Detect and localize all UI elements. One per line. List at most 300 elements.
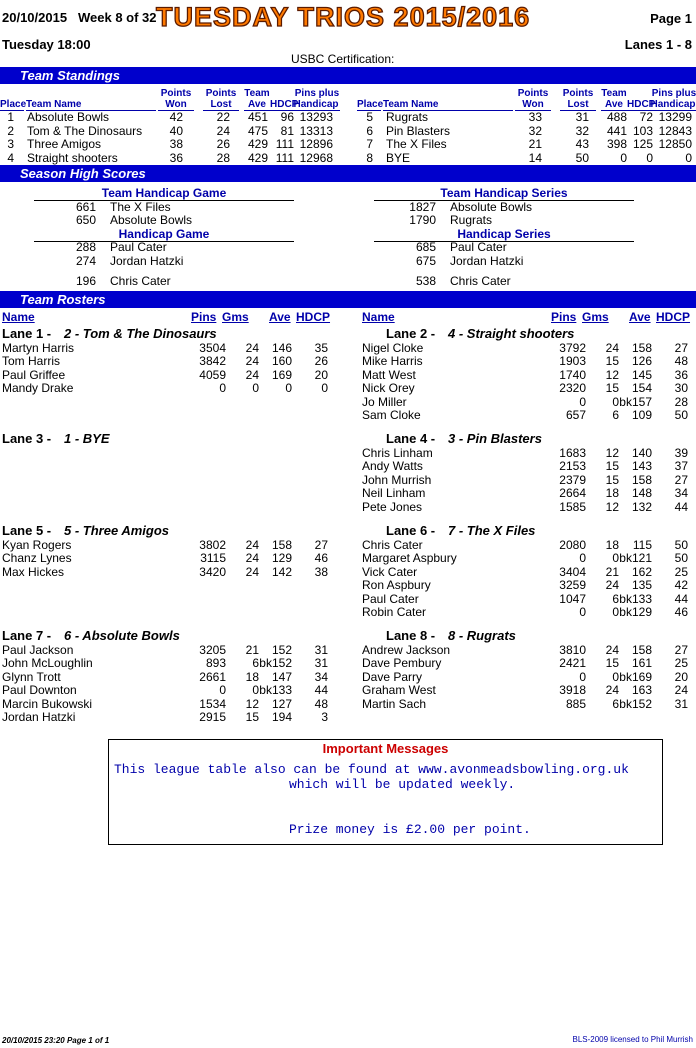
player-pins: 3404 xyxy=(559,564,586,579)
player-average: 152 xyxy=(271,643,292,657)
player-hdcp: 34 xyxy=(314,669,328,684)
roster-row xyxy=(360,578,696,591)
pins-plus-hdcp: 12968 xyxy=(299,150,333,165)
lane-label: Lane 4 - xyxy=(386,431,436,446)
player-average: 126 xyxy=(631,354,652,369)
roster-row xyxy=(0,354,336,367)
roster-row xyxy=(0,710,336,723)
player-name: Nick Orey xyxy=(362,381,415,396)
player-name: Vick Cater xyxy=(362,564,418,579)
player-average: bk133 xyxy=(259,683,292,698)
player-games: 24 xyxy=(605,643,619,657)
roster-row xyxy=(360,551,696,564)
player-pins: 1683 xyxy=(559,446,586,460)
col-team-name: Team Name xyxy=(383,99,513,111)
roster-row xyxy=(0,368,336,381)
player-pins: 1047 xyxy=(559,591,586,606)
hdcp: 125 xyxy=(632,137,653,151)
team-ave: 451 xyxy=(247,110,268,124)
col-hdcp: HDCP xyxy=(656,310,691,324)
player-name: Chris Linham xyxy=(362,446,433,460)
roster-row xyxy=(0,381,336,394)
col-team-ave: Team xyxy=(244,88,270,99)
points-won: 32 xyxy=(528,123,542,138)
col-gms: Gms xyxy=(222,310,249,324)
player-hdcp: 37 xyxy=(674,459,688,474)
high-score-name: Jordan Hatzki xyxy=(110,254,184,268)
lane-label: Lane 8 - xyxy=(386,628,436,643)
player-games: 12 xyxy=(605,367,619,382)
place: 5 xyxy=(366,110,373,124)
high-score-value: 1827 xyxy=(409,200,436,214)
player-pins: 0 xyxy=(219,683,226,698)
high-score-value: 650 xyxy=(75,213,96,227)
report-title: TUESDAY TRIOS 2015/2016 xyxy=(156,2,531,32)
player-games: 24 xyxy=(605,683,619,698)
points-lost: 43 xyxy=(575,137,589,151)
player-average: 146 xyxy=(271,341,292,355)
high-score-value: 1790 xyxy=(409,213,436,227)
section-team-rosters xyxy=(0,291,696,308)
roster-row xyxy=(0,697,336,710)
player-games: 6 xyxy=(612,591,619,606)
player-name: Chris Cater xyxy=(362,538,423,552)
col-pins-plus-2: Handicap xyxy=(293,99,339,110)
player-pins: 2153 xyxy=(559,459,586,474)
hdcp: 0 xyxy=(646,150,653,165)
player-pins: 2320 xyxy=(559,381,586,396)
player-games: 18 xyxy=(605,538,619,552)
high-score-name: Chris Cater xyxy=(110,274,171,288)
player-games: 24 xyxy=(605,578,619,593)
player-hdcp: 20 xyxy=(674,669,688,684)
col-points-won-2: Won xyxy=(158,99,194,111)
player-name: Andy Watts xyxy=(362,459,423,474)
col-pins-plus-2: Handicap xyxy=(650,99,696,110)
player-pins: 0 xyxy=(579,394,586,409)
player-name: Graham West xyxy=(362,683,436,698)
player-games: 18 xyxy=(245,669,259,684)
message-line-3: Prize money is £2.00 per point. xyxy=(289,822,531,837)
player-name: Mike Harris xyxy=(362,354,423,369)
roster-row xyxy=(360,341,696,354)
player-name: John Murrish xyxy=(362,472,432,487)
col-points-lost: Points xyxy=(562,88,594,99)
player-name: Nigel Cloke xyxy=(362,341,424,355)
player-pins: 3792 xyxy=(559,341,586,355)
place: 7 xyxy=(366,137,373,151)
player-games: 0 xyxy=(252,683,259,698)
high-score-value: 196 xyxy=(75,274,96,288)
col-points-won: Points xyxy=(160,88,192,99)
hdcp: 72 xyxy=(639,110,653,124)
roster-row xyxy=(360,459,696,472)
col-team-name: Team Name xyxy=(26,99,156,111)
standings-row xyxy=(0,151,696,164)
player-hdcp: 26 xyxy=(314,354,328,369)
player-average: 163 xyxy=(631,683,652,698)
player-games: 0 xyxy=(612,669,619,684)
player-pins: 3810 xyxy=(559,643,586,657)
team-ave: 398 xyxy=(606,137,627,151)
pins-plus-hdcp: 12850 xyxy=(658,137,692,151)
player-average: 0 xyxy=(285,381,292,396)
player-games: 21 xyxy=(245,643,259,657)
player-average: 127 xyxy=(271,696,292,711)
player-average: 158 xyxy=(631,341,652,355)
roster-row xyxy=(360,500,696,513)
player-name: Paul Jackson xyxy=(2,643,74,657)
col-team-ave: Team xyxy=(601,88,627,99)
col-points-lost: Points xyxy=(205,88,237,99)
pins-plus-hdcp: 12843 xyxy=(658,123,692,138)
player-average: bk152 xyxy=(619,696,652,711)
lane-team-name: 8 - Rugrats xyxy=(448,628,516,643)
team-ave: 475 xyxy=(247,123,268,138)
high-score-value: 538 xyxy=(415,274,436,288)
roster-row xyxy=(360,538,696,551)
pins-plus-hdcp: 13299 xyxy=(658,110,692,124)
team-name: BYE xyxy=(386,150,411,165)
player-average: 129 xyxy=(271,551,292,566)
high-score-name: Paul Cater xyxy=(450,240,507,254)
player-name: Jo Miller xyxy=(362,394,407,409)
player-hdcp: 46 xyxy=(314,551,328,566)
player-games: 6 xyxy=(612,408,619,422)
player-pins: 1740 xyxy=(559,367,586,382)
player-average: 158 xyxy=(631,643,652,657)
roster-row xyxy=(360,656,696,669)
footer-license: BLS-2009 licensed to Phil Murrish xyxy=(572,1035,693,1044)
player-hdcp: 3 xyxy=(321,710,328,724)
player-average: 143 xyxy=(631,459,652,474)
high-score-value: 288 xyxy=(75,240,96,254)
place: 1 xyxy=(7,110,14,124)
player-games: 24 xyxy=(245,367,259,382)
standings-row xyxy=(0,124,696,137)
player-pins: 3259 xyxy=(559,578,586,593)
roster-row xyxy=(360,697,696,710)
player-games: 24 xyxy=(245,538,259,552)
section-team-standings xyxy=(0,67,696,84)
high-score-name: Rugrats xyxy=(450,213,493,227)
lane-team-name: 1 - BYE xyxy=(64,431,110,446)
player-average: 135 xyxy=(631,578,652,593)
place: 4 xyxy=(7,150,14,165)
player-pins: 2421 xyxy=(559,656,586,671)
col-hdcp: HDCP xyxy=(296,310,331,324)
lane-label: Lane 1 - xyxy=(2,326,52,341)
team-hdcp-game-title: Team Handicap Game xyxy=(101,186,227,200)
player-average: bk133 xyxy=(619,591,652,606)
hdcp-series-title: Handicap Series xyxy=(457,227,551,241)
player-games: 0 xyxy=(612,394,619,409)
roster-row xyxy=(360,446,696,459)
player-name: Mandy Drake xyxy=(2,381,74,396)
player-pins: 1903 xyxy=(559,354,586,369)
col-points-lost-2: Lost xyxy=(560,99,596,111)
player-average: bk121 xyxy=(619,551,652,566)
player-hdcp: 27 xyxy=(674,472,688,487)
roster-row xyxy=(360,643,696,656)
player-pins: 3420 xyxy=(199,564,226,579)
pins-plus-hdcp: 13313 xyxy=(299,123,333,138)
points-won: 33 xyxy=(528,110,542,124)
pins-plus-hdcp: 12896 xyxy=(299,137,333,151)
player-name: Ron Aspbury xyxy=(362,578,431,593)
player-average: 140 xyxy=(631,446,652,460)
team-ave: 429 xyxy=(247,150,268,165)
player-hdcp: 31 xyxy=(674,696,688,711)
roster-row xyxy=(360,381,696,394)
footer-printed: 20/10/2015 23:20 Page 1 of 1 xyxy=(2,1036,110,1045)
player-name: Paul Cater xyxy=(362,591,419,606)
player-hdcp: 35 xyxy=(314,341,328,355)
team-name: Tom & The Dinosaurs xyxy=(27,123,143,138)
place: 2 xyxy=(7,123,14,138)
points-won: 14 xyxy=(528,150,542,165)
player-pins: 3842 xyxy=(199,354,226,369)
high-score-value: 661 xyxy=(75,200,96,214)
player-hdcp: 42 xyxy=(674,578,688,593)
player-average: 169 xyxy=(271,367,292,382)
player-average: 194 xyxy=(271,710,292,724)
place: 8 xyxy=(366,150,373,165)
player-name: Chanz Lynes xyxy=(2,551,72,566)
lane-label: Lane 5 - xyxy=(2,523,52,538)
high-score-name: Paul Cater xyxy=(110,240,167,254)
player-name: Dave Parry xyxy=(362,669,423,684)
player-pins: 885 xyxy=(565,696,586,711)
player-hdcp: 27 xyxy=(674,643,688,657)
player-name: Pete Jones xyxy=(362,499,423,514)
hdcp: 111 xyxy=(275,137,294,151)
player-hdcp: 36 xyxy=(674,367,688,382)
player-hdcp: 31 xyxy=(314,656,328,671)
player-average: bk169 xyxy=(619,669,652,684)
message-line-2: which will be updated weekly. xyxy=(289,777,516,792)
player-hdcp: 44 xyxy=(674,499,688,514)
player-hdcp: 38 xyxy=(314,564,328,579)
points-lost: 31 xyxy=(575,110,589,124)
player-pins: 3115 xyxy=(200,551,226,566)
points-lost: 50 xyxy=(575,150,589,165)
player-games: 15 xyxy=(245,710,259,724)
col-pins-plus: Pins plus xyxy=(294,88,340,99)
roster-row xyxy=(360,395,696,408)
lane-label: Lane 7 - xyxy=(2,628,52,643)
team-ave: 488 xyxy=(606,110,627,124)
points-won: 38 xyxy=(169,137,183,151)
hdcp-game-title: Handicap Game xyxy=(118,227,210,241)
player-average: bk129 xyxy=(619,605,652,619)
team-hdcp-series-title: Team Handicap Series xyxy=(440,186,568,200)
player-hdcp: 31 xyxy=(314,643,328,657)
roster-row xyxy=(360,354,696,367)
player-average: 154 xyxy=(631,381,652,396)
player-games: 6 xyxy=(612,696,619,711)
player-hdcp: 25 xyxy=(674,564,688,579)
player-pins: 3205 xyxy=(199,643,226,657)
col-gms: Gms xyxy=(582,310,609,324)
team-name: Three Amigos xyxy=(27,137,102,151)
player-name: Kyan Rogers xyxy=(2,538,72,552)
points-won: 21 xyxy=(528,137,542,151)
col-team-ave-2: Ave xyxy=(601,99,627,111)
roster-row xyxy=(360,683,696,696)
roster-row xyxy=(0,551,336,564)
player-games: 18 xyxy=(605,486,619,501)
player-name: Jordan Hatzki xyxy=(2,710,76,724)
player-average: 162 xyxy=(631,564,652,579)
player-name: Neil Linham xyxy=(362,486,426,501)
player-name: Marcin Bukowski xyxy=(2,696,93,711)
lane-team-name: 5 - Three Amigos xyxy=(64,523,169,538)
col-place: Place xyxy=(0,99,27,110)
player-hdcp: 50 xyxy=(674,538,688,552)
lane-label: Lane 2 - xyxy=(386,326,436,341)
player-games: 0 xyxy=(612,605,619,619)
player-name: Martyn Harris xyxy=(2,341,75,355)
roster-row xyxy=(360,670,696,683)
team-name: Rugrats xyxy=(386,110,429,124)
page-number: Page 1 xyxy=(650,11,692,26)
player-pins: 1585 xyxy=(559,499,586,514)
col-hdcp: HDCP xyxy=(270,99,299,110)
player-games: 24 xyxy=(245,564,259,579)
player-name: Sam Cloke xyxy=(362,408,421,422)
player-games: 12 xyxy=(605,446,619,460)
hdcp: 103 xyxy=(632,123,653,138)
team-name: Straight shooters xyxy=(27,150,118,165)
player-name: Andrew Jackson xyxy=(362,643,451,657)
points-lost: 24 xyxy=(216,123,230,138)
player-hdcp: 48 xyxy=(674,354,688,369)
player-games: 6 xyxy=(252,656,259,671)
player-pins: 2379 xyxy=(559,472,586,487)
points-lost: 26 xyxy=(216,137,230,151)
col-hdcp: HDCP xyxy=(627,99,656,110)
section-high-scores xyxy=(0,165,696,182)
player-games: 12 xyxy=(605,499,619,514)
player-hdcp: 50 xyxy=(674,408,688,422)
player-name: John McLoughlin xyxy=(2,656,93,671)
lane-label: Lane 3 - xyxy=(2,431,52,446)
team-ave: 429 xyxy=(247,137,268,151)
col-place: Place xyxy=(357,99,384,110)
player-average: bk157 xyxy=(619,394,652,409)
col-pins: Pins xyxy=(551,310,577,324)
player-hdcp: 0 xyxy=(321,381,328,396)
player-name: Max Hickes xyxy=(2,564,65,579)
col-points-lost-2: Lost xyxy=(203,99,239,111)
player-pins: 893 xyxy=(205,656,226,671)
high-score-name: Chris Cater xyxy=(450,274,511,288)
col-ave: Ave xyxy=(269,310,291,324)
roster-row xyxy=(360,605,696,618)
player-average: 109 xyxy=(631,408,652,422)
hdcp: 111 xyxy=(275,150,294,165)
team-name: The X Files xyxy=(386,137,447,151)
player-pins: 2080 xyxy=(559,538,586,552)
team-name: Absolute Bowls xyxy=(27,110,110,124)
player-average: 132 xyxy=(631,499,652,514)
player-average: bk152 xyxy=(259,656,292,671)
col-pins-plus: Pins plus xyxy=(651,88,696,99)
player-hdcp: 44 xyxy=(314,683,328,698)
standings-row xyxy=(0,137,696,150)
lanes-range: Lanes 1 - 8 xyxy=(624,37,692,52)
points-won: 42 xyxy=(169,110,183,124)
high-score-name: Absolute Bowls xyxy=(450,200,533,214)
high-score-name: The X Files xyxy=(110,200,171,214)
high-score-name: Absolute Bowls xyxy=(110,213,193,227)
lane-team-name: 7 - The X Files xyxy=(448,523,536,538)
player-average: 145 xyxy=(631,367,652,382)
messages-title: Important Messages xyxy=(322,741,449,756)
player-games: 15 xyxy=(605,472,619,487)
col-name: Name xyxy=(2,310,35,324)
player-hdcp: 44 xyxy=(674,591,688,606)
roster-row xyxy=(360,565,696,578)
player-average: 142 xyxy=(271,564,292,579)
roster-row xyxy=(360,368,696,381)
player-average: 147 xyxy=(271,669,292,684)
player-pins: 2664 xyxy=(559,486,586,501)
player-games: 15 xyxy=(605,354,619,369)
player-hdcp: 27 xyxy=(674,341,688,355)
player-average: 158 xyxy=(271,538,292,552)
week-label: Week 8 of 32 xyxy=(78,10,157,25)
player-games: 24 xyxy=(245,341,259,355)
player-pins: 2661 xyxy=(199,669,226,684)
player-games: 15 xyxy=(605,656,619,671)
team-ave: 441 xyxy=(606,123,627,138)
player-games: 24 xyxy=(245,354,259,369)
player-name: Robin Cater xyxy=(362,605,427,619)
player-hdcp: 48 xyxy=(314,696,328,711)
player-hdcp: 34 xyxy=(674,486,688,501)
player-pins: 0 xyxy=(219,381,226,396)
player-hdcp: 25 xyxy=(674,656,688,671)
player-average: 158 xyxy=(631,472,652,487)
lane-team-name: 4 - Straight shooters xyxy=(448,326,575,341)
roster-row xyxy=(0,683,336,696)
lane-team-name: 3 - Pin Blasters xyxy=(448,431,542,446)
player-name: Matt West xyxy=(362,367,416,382)
player-hdcp: 46 xyxy=(674,605,688,619)
hdcp: 81 xyxy=(280,123,294,138)
hdcp: 96 xyxy=(280,110,294,124)
points-won: 36 xyxy=(169,150,183,165)
roster-row xyxy=(360,486,696,499)
col-points-won-2: Won xyxy=(515,99,551,111)
player-average: 161 xyxy=(631,656,652,671)
player-games: 0 xyxy=(252,381,259,396)
roster-row xyxy=(0,538,336,551)
roster-row xyxy=(360,473,696,486)
player-games: 15 xyxy=(605,381,619,396)
player-games: 24 xyxy=(605,341,619,355)
important-messages-box xyxy=(108,739,663,845)
day-time: Tuesday 18:00 xyxy=(2,37,91,52)
player-hdcp: 50 xyxy=(674,551,688,566)
player-average: 148 xyxy=(631,486,652,501)
player-pins: 0 xyxy=(579,669,586,684)
section-title: Team Standings xyxy=(20,68,120,83)
col-name: Name xyxy=(362,310,395,324)
standings-row xyxy=(0,110,696,123)
